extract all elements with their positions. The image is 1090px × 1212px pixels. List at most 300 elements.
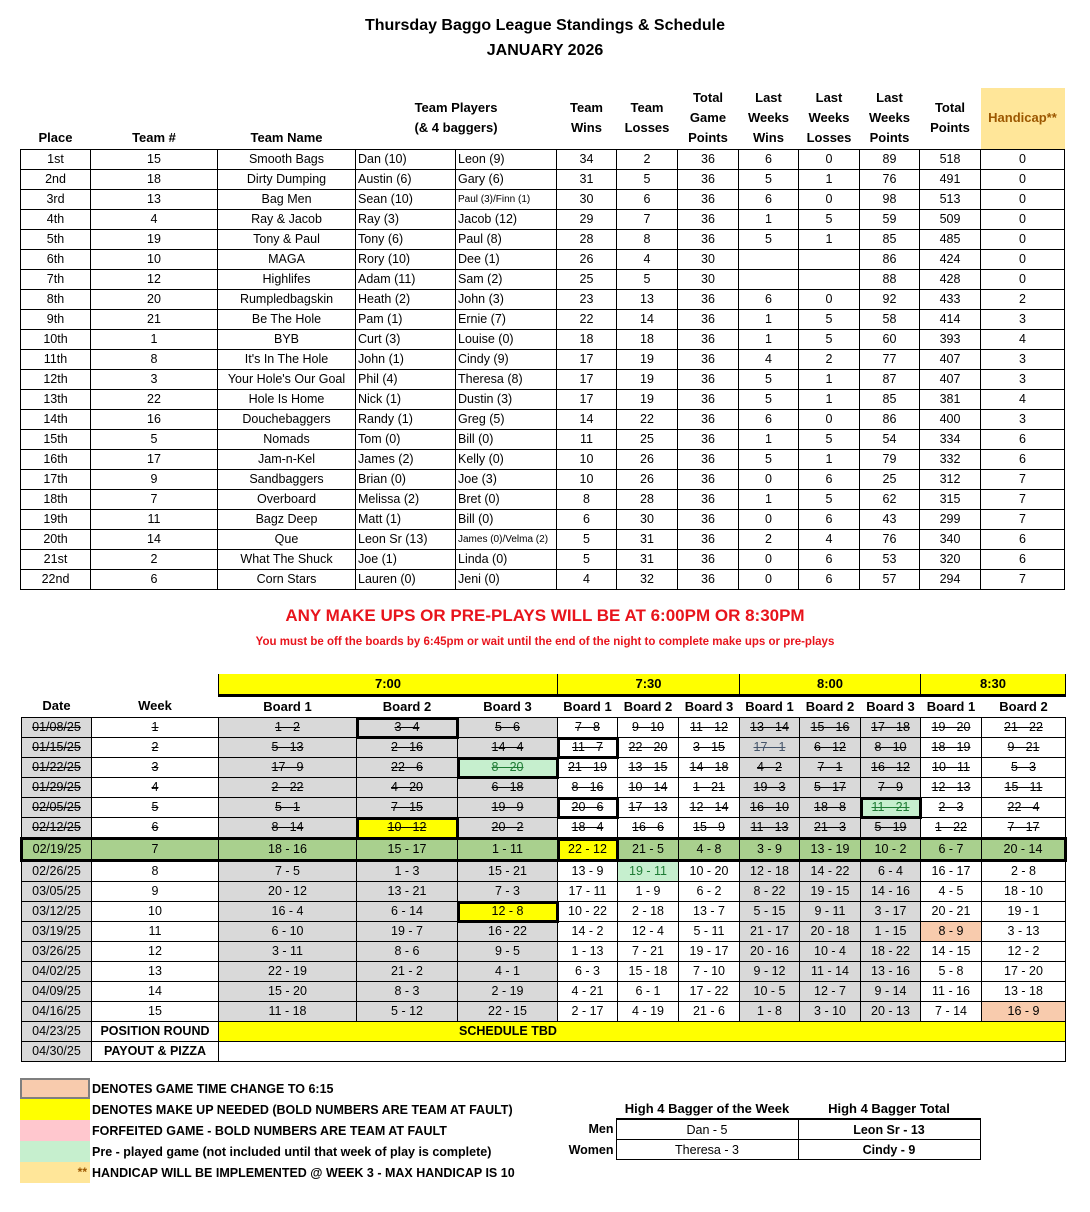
last-weeks-wins-cell: 0 [739, 570, 799, 590]
total-points-cell: 509 [920, 210, 981, 230]
player1-cell: Austin (6) [356, 170, 456, 190]
total-game-points-cell: 36 [678, 530, 739, 550]
event-value-cell [219, 1042, 1066, 1062]
team-name-cell: Nomads [218, 430, 356, 450]
total-points-cell: 407 [920, 350, 981, 370]
total-game-points-cell: 36 [678, 550, 739, 570]
game-cell: 6 - 12 [800, 738, 861, 758]
total-game-points-cell: 36 [678, 190, 739, 210]
last-weeks-losses-cell: 5 [799, 210, 860, 230]
schedule-special-row [22, 1022, 1066, 1042]
team-name-cell: Overboard [218, 490, 356, 510]
total-points-cell: 518 [920, 150, 981, 170]
wins-cell: 6 [557, 510, 617, 530]
standings-row [21, 490, 1065, 510]
last-weeks-wins-cell: 6 [739, 190, 799, 210]
high-bagger-table [560, 1098, 981, 1160]
legend-text: DENOTES GAME TIME CHANGE TO 6:15 [92, 1081, 334, 1096]
event-value-cell: SCHEDULE TBD [219, 1022, 1066, 1042]
team-name-cell: What The Shuck [218, 550, 356, 570]
col-label: Losses [624, 120, 670, 135]
last-weeks-wins-cell: 1 [739, 490, 799, 510]
player1-cell: Phil (4) [356, 370, 456, 390]
game-cell: 7 - 15 [357, 798, 458, 818]
game-cell: 14 - 16 [861, 882, 921, 902]
standings-row [21, 390, 1065, 410]
last-weeks-points-cell: 86 [860, 250, 920, 270]
game-cell: 17 - 11 [558, 882, 618, 902]
game-cell: 4 - 5 [921, 882, 982, 902]
player2-cell: Paul (8) [456, 230, 557, 250]
total-game-points-cell: 36 [678, 410, 739, 430]
col-team-wins [557, 88, 617, 150]
total-game-points-cell: 36 [678, 170, 739, 190]
col-board: Board 3 [866, 699, 915, 714]
place-cell: 2nd [21, 170, 91, 190]
player1-cell: Joe (1) [356, 550, 456, 570]
team-name-cell: Corn Stars [218, 570, 356, 590]
game-cell: 10 - 2 [861, 839, 921, 861]
schedule-row [22, 818, 1066, 839]
player1-cell: Dan (10) [356, 150, 456, 170]
week-cell: 11 [92, 922, 219, 942]
date-cell: 02/19/25 [22, 839, 92, 861]
legend-swatch [20, 1141, 90, 1162]
game-cell: 20 - 18 [800, 922, 861, 942]
col-board: Board 1 [745, 699, 794, 714]
standings-row [21, 530, 1065, 550]
last-weeks-wins-cell: 5 [739, 390, 799, 410]
wins-cell: 10 [557, 450, 617, 470]
game-cell: 9 - 14 [861, 982, 921, 1002]
losses-cell: 13 [617, 290, 678, 310]
wins-cell: 10 [557, 470, 617, 490]
game-cell: 4 - 20 [357, 778, 458, 798]
player2-cell: Joe (3) [456, 470, 557, 490]
player1-cell: Tony (6) [356, 230, 456, 250]
game-cell: 19 - 15 [800, 882, 861, 902]
last-weeks-losses-cell: 1 [799, 230, 860, 250]
handicap-cell: 4 [981, 330, 1065, 350]
game-cell: 7 - 9 [861, 778, 921, 798]
team-num-cell: 12 [91, 270, 218, 290]
game-cell: 19 - 3 [740, 778, 800, 798]
col-label: Wins [753, 130, 784, 145]
player2-cell: James (0)/Velma (2) [456, 530, 557, 550]
col-high-bagger-total: High 4 Bagger Total [828, 1100, 950, 1116]
col-label: Team [570, 100, 603, 115]
last-weeks-points-cell: 58 [860, 310, 920, 330]
handicap-cell: 7 [981, 510, 1065, 530]
standings-header-row [21, 88, 1065, 150]
high-bagger-week-cell: Dan - 5 [616, 1119, 798, 1140]
losses-cell: 28 [617, 490, 678, 510]
player1-cell: Matt (1) [356, 510, 456, 530]
place-cell: 19th [21, 510, 91, 530]
place-cell: 6th [21, 250, 91, 270]
last-weeks-points-cell: 54 [860, 430, 920, 450]
schedule-row [22, 839, 1066, 861]
player2-cell: Cindy (9) [456, 350, 557, 370]
col-team-num: Team # [132, 130, 176, 145]
game-cell: 11 - 16 [921, 982, 982, 1002]
week-cell: 6 [92, 818, 219, 839]
game-cell: 3 - 4 [357, 718, 458, 738]
last-weeks-losses-cell: 0 [799, 410, 860, 430]
schedule-row [22, 942, 1066, 962]
place-cell: 14th [21, 410, 91, 430]
col-label: Weeks [748, 110, 789, 125]
game-cell: 7 - 21 [618, 942, 679, 962]
game-cell: 2 - 19 [458, 982, 558, 1002]
game-cell: 6 - 4 [861, 861, 921, 882]
schedule-row [22, 902, 1066, 922]
place-cell: 17th [21, 470, 91, 490]
place-cell: 11th [21, 350, 91, 370]
handicap-cell: 0 [981, 250, 1065, 270]
standings-row [21, 250, 1065, 270]
total-game-points-cell: 36 [678, 150, 739, 170]
page-subtitle: JANUARY 2026 [486, 42, 604, 59]
game-cell: 9 - 10 [618, 718, 679, 738]
wins-cell: 28 [557, 230, 617, 250]
last-weeks-wins-cell: 0 [739, 550, 799, 570]
date-cell: 03/19/25 [22, 922, 92, 942]
week-cell: 8 [92, 861, 219, 882]
col-board: Board 2 [805, 699, 855, 714]
last-weeks-losses-cell: 6 [799, 550, 860, 570]
total-points-cell: 491 [920, 170, 981, 190]
team-num-cell: 20 [91, 290, 218, 310]
game-cell: 6 - 2 [679, 882, 740, 902]
losses-cell: 8 [617, 230, 678, 250]
losses-cell: 26 [617, 470, 678, 490]
place-cell: 12th [21, 370, 91, 390]
last-weeks-points-cell: 53 [860, 550, 920, 570]
team-name-cell: Douchebaggers [218, 410, 356, 430]
player2-cell: Theresa (8) [456, 370, 557, 390]
losses-cell: 31 [617, 530, 678, 550]
game-cell: 2 - 22 [219, 778, 357, 798]
game-cell: 22 - 4 [982, 798, 1066, 818]
legend-item-pre-played [20, 1141, 515, 1162]
handicap-cell: 0 [981, 150, 1065, 170]
col-week: Week [138, 698, 172, 714]
losses-cell: 22 [617, 410, 678, 430]
total-points-cell: 332 [920, 450, 981, 470]
game-cell: 3 - 11 [219, 942, 357, 962]
wins-cell: 8 [557, 490, 617, 510]
game-cell: 3 - 10 [800, 1002, 861, 1022]
game-cell: 22 - 20 [618, 738, 679, 758]
game-cell: 19 - 17 [679, 942, 740, 962]
col-high-bagger-week: High 4 Bagger of the Week [624, 1100, 790, 1116]
losses-cell: 5 [617, 170, 678, 190]
week-cell: 14 [92, 982, 219, 1002]
game-cell: 12 - 18 [740, 861, 800, 882]
game-cell: 21 - 6 [679, 1002, 740, 1022]
total-game-points-cell: 36 [678, 210, 739, 230]
last-weeks-losses-cell: 5 [799, 310, 860, 330]
game-cell: 10 - 4 [800, 942, 861, 962]
game-cell: 7 - 5 [219, 861, 357, 882]
makeup-time-notice: ANY MAKE UPS OR PRE-PLAYS WILL BE AT 6:00PM OR 8:30PM [285, 606, 805, 625]
game-cell: 15 - 16 [800, 718, 861, 738]
game-cell: 7 - 17 [982, 818, 1066, 839]
week-cell: 2 [92, 738, 219, 758]
col-label: Game [689, 110, 727, 125]
game-cell: 6 - 10 [219, 922, 357, 942]
losses-cell: 5 [617, 270, 678, 290]
game-cell: 1 - 11 [458, 839, 558, 861]
legend-text: Pre - played game (not included until that week of play is complete) [92, 1144, 492, 1159]
wins-cell: 29 [557, 210, 617, 230]
team-num-cell: 21 [91, 310, 218, 330]
handicap-cell: 3 [981, 350, 1065, 370]
last-weeks-losses-cell: 0 [799, 290, 860, 310]
game-cell: 21 - 3 [800, 818, 861, 839]
handicap-cell: 0 [981, 270, 1065, 290]
col-team-players-line1: Team Players [414, 100, 498, 115]
last-weeks-points-cell: 57 [860, 570, 920, 590]
handicap-cell: 4 [981, 390, 1065, 410]
game-cell: 14 - 4 [458, 738, 558, 758]
team-name-cell: Dirty Dumping [218, 170, 356, 190]
team-num-cell: 22 [91, 390, 218, 410]
last-weeks-points-cell: 62 [860, 490, 920, 510]
date-cell: 01/29/25 [22, 778, 92, 798]
losses-cell: 14 [617, 310, 678, 330]
last-weeks-points-cell: 88 [860, 270, 920, 290]
game-cell: 14 - 22 [800, 861, 861, 882]
place-cell: 22nd [21, 570, 91, 590]
last-weeks-points-cell: 85 [860, 230, 920, 250]
total-game-points-cell: 36 [678, 290, 739, 310]
game-cell: 5 - 6 [458, 718, 558, 738]
player1-cell: Heath (2) [356, 290, 456, 310]
col-team-players [356, 88, 557, 150]
place-cell: 15th [21, 430, 91, 450]
game-cell: 8 - 3 [357, 982, 458, 1002]
game-cell: 14 - 15 [921, 942, 982, 962]
game-cell: 19 - 11 [618, 861, 679, 882]
game-cell: 16 - 4 [219, 902, 357, 922]
col-label: Total [692, 90, 724, 105]
legend-item-make-up [20, 1099, 515, 1120]
wins-cell: 4 [557, 570, 617, 590]
game-cell: 8 - 20 [458, 758, 558, 778]
col-label: Losses [806, 130, 852, 145]
standings-row [21, 370, 1065, 390]
board-header-row [22, 696, 1066, 718]
losses-cell: 26 [617, 450, 678, 470]
handicap-cell: 6 [981, 450, 1065, 470]
handicap-cell: 6 [981, 550, 1065, 570]
game-cell: 8 - 14 [219, 818, 357, 839]
gender-label: Women [568, 1142, 614, 1157]
team-name-cell: BYB [218, 330, 356, 350]
game-cell: 1 - 13 [558, 942, 618, 962]
last-weeks-points-cell: 79 [860, 450, 920, 470]
team-name-cell: Smooth Bags [218, 150, 356, 170]
last-weeks-losses-cell [799, 270, 860, 290]
wins-cell: 23 [557, 290, 617, 310]
total-points-cell: 424 [920, 250, 981, 270]
game-cell: 8 - 6 [357, 942, 458, 962]
losses-cell: 18 [617, 330, 678, 350]
team-num-cell: 5 [91, 430, 218, 450]
team-name-cell: Bagz Deep [218, 510, 356, 530]
last-weeks-losses-cell: 1 [799, 450, 860, 470]
game-cell: 8 - 9 [921, 922, 982, 942]
game-cell: 11 - 21 [861, 798, 921, 818]
col-label: Total [934, 100, 966, 115]
game-cell: 2 - 17 [558, 1002, 618, 1022]
team-name-cell: Jam-n-Kel [218, 450, 356, 470]
game-cell: 9 - 11 [800, 902, 861, 922]
total-game-points-cell: 30 [678, 250, 739, 270]
wins-cell: 26 [557, 250, 617, 270]
date-cell: 02/26/25 [22, 861, 92, 882]
game-cell: 5 - 12 [357, 1002, 458, 1022]
game-cell: 3 - 13 [982, 922, 1066, 942]
high-bagger-row [560, 1119, 980, 1140]
player2-cell: Bill (0) [456, 430, 557, 450]
date-cell: 04/09/25 [22, 982, 92, 1002]
last-weeks-points-cell: 89 [860, 150, 920, 170]
game-cell: 15 - 21 [458, 861, 558, 882]
total-points-cell: 312 [920, 470, 981, 490]
game-cell: 19 - 9 [458, 798, 558, 818]
game-cell: 12 - 7 [800, 982, 861, 1002]
game-cell: 1 - 2 [219, 718, 357, 738]
date-cell: 04/30/25 [22, 1042, 92, 1062]
schedule-row [22, 982, 1066, 1002]
game-cell: 5 - 19 [861, 818, 921, 839]
last-weeks-losses-cell: 1 [799, 370, 860, 390]
game-cell: 2 - 3 [921, 798, 982, 818]
player2-cell: Bret (0) [456, 490, 557, 510]
last-weeks-wins-cell: 1 [739, 330, 799, 350]
game-cell: 2 - 16 [357, 738, 458, 758]
game-cell: 18 - 4 [558, 818, 618, 839]
last-weeks-losses-cell [799, 250, 860, 270]
team-num-cell: 8 [91, 350, 218, 370]
standings-row [21, 550, 1065, 570]
team-name-cell: Be The Hole [218, 310, 356, 330]
player2-cell: Jacob (12) [456, 210, 557, 230]
handicap-cell: 6 [981, 430, 1065, 450]
last-weeks-points-cell: 25 [860, 470, 920, 490]
last-weeks-points-cell: 87 [860, 370, 920, 390]
date-cell: 02/12/25 [22, 818, 92, 839]
last-weeks-wins-cell: 4 [739, 350, 799, 370]
game-cell: 7 - 14 [921, 1002, 982, 1022]
player1-cell: Pam (1) [356, 310, 456, 330]
last-weeks-losses-cell: 5 [799, 330, 860, 350]
place-cell: 4th [21, 210, 91, 230]
last-weeks-wins-cell [739, 250, 799, 270]
standings-row [21, 310, 1065, 330]
handicap-cell: 7 [981, 470, 1065, 490]
game-cell: 17 - 22 [679, 982, 740, 1002]
standings-row [21, 270, 1065, 290]
game-cell: 20 - 12 [219, 882, 357, 902]
date-cell: 03/05/25 [22, 882, 92, 902]
col-label: Wins [571, 120, 602, 135]
total-game-points-cell: 36 [678, 350, 739, 370]
place-cell: 13th [21, 390, 91, 410]
last-weeks-losses-cell: 6 [799, 510, 860, 530]
total-points-cell: 315 [920, 490, 981, 510]
game-cell: 20 - 2 [458, 818, 558, 839]
handicap-cell: 0 [981, 170, 1065, 190]
last-weeks-wins-cell: 6 [739, 410, 799, 430]
team-name-cell: Tony & Paul [218, 230, 356, 250]
game-cell: 12 - 2 [982, 942, 1066, 962]
game-cell: 22 - 19 [219, 962, 357, 982]
total-points-cell: 400 [920, 410, 981, 430]
last-weeks-wins-cell: 1 [739, 210, 799, 230]
game-cell: 16 - 10 [740, 798, 800, 818]
handicap-cell: 6 [981, 530, 1065, 550]
team-num-cell: 2 [91, 550, 218, 570]
date-cell: 04/02/25 [22, 962, 92, 982]
player2-cell: Leon (9) [456, 150, 557, 170]
game-cell: 10 - 12 [357, 818, 458, 839]
legend-swatch [20, 1120, 90, 1141]
handicap-cell: 0 [981, 230, 1065, 250]
game-cell: 11 - 14 [800, 962, 861, 982]
col-board: Board 1 [926, 699, 976, 714]
legend [20, 1078, 515, 1183]
game-cell: 20 - 21 [921, 902, 982, 922]
col-last-weeks-losses [799, 88, 860, 150]
handicap-cell: 3 [981, 370, 1065, 390]
team-num-cell: 3 [91, 370, 218, 390]
last-weeks-points-cell: 98 [860, 190, 920, 210]
total-points-cell: 513 [920, 190, 981, 210]
last-weeks-wins-cell: 6 [739, 290, 799, 310]
total-points-cell: 485 [920, 230, 981, 250]
wins-cell: 34 [557, 150, 617, 170]
col-board: Board 2 [999, 699, 1048, 714]
game-cell: 6 - 18 [458, 778, 558, 798]
game-cell: 6 - 14 [357, 902, 458, 922]
game-cell: 1 - 8 [740, 1002, 800, 1022]
schedule-row [22, 798, 1066, 818]
game-cell: 3 - 9 [740, 839, 800, 861]
last-weeks-points-cell: 59 [860, 210, 920, 230]
game-cell: 19 - 1 [982, 902, 1066, 922]
last-weeks-points-cell: 86 [860, 410, 920, 430]
game-cell: 6 - 7 [921, 839, 982, 861]
player2-cell: Gary (6) [456, 170, 557, 190]
game-cell: 1 - 3 [357, 861, 458, 882]
slot-8-30: 8:30 [921, 674, 1066, 696]
col-board: Board 3 [684, 699, 734, 714]
last-weeks-losses-cell: 0 [799, 190, 860, 210]
last-weeks-wins-cell [739, 270, 799, 290]
last-weeks-wins-cell: 1 [739, 430, 799, 450]
game-cell: 4 - 21 [558, 982, 618, 1002]
team-name-cell: Bag Men [218, 190, 356, 210]
player2-cell: Ernie (7) [456, 310, 557, 330]
game-cell: 20 - 16 [740, 942, 800, 962]
team-num-cell: 9 [91, 470, 218, 490]
game-cell: 22 - 15 [458, 1002, 558, 1022]
last-weeks-wins-cell: 1 [739, 310, 799, 330]
